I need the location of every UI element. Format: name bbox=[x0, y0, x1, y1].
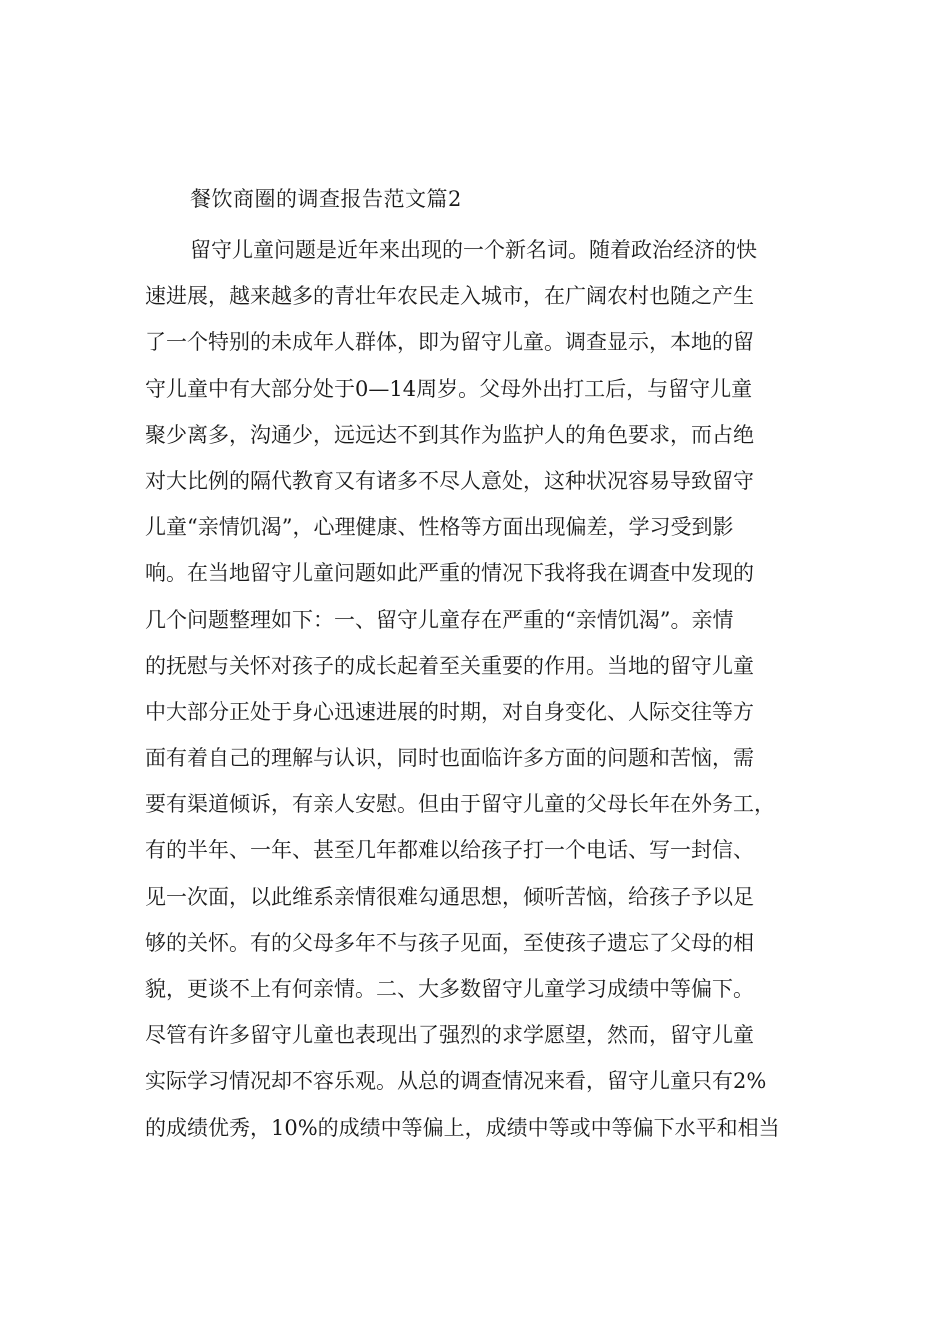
text-line: 实际学习情况却不容乐观。从总的调查情况来看，留守儿童只有2% bbox=[145, 1069, 767, 1094]
text-line: 要有渠道倾诉，有亲人安慰。但由于留守儿童的父母长年在外务工， bbox=[145, 792, 775, 817]
document-title: 餐饮商圈的调查报告范文篇2 bbox=[190, 187, 462, 211]
text-line: 尽管有许多留守儿童也表现出了强烈的求学愿望，然而，留守儿童 bbox=[145, 1023, 754, 1048]
text-line: 的成绩优秀，10%的成绩中等偏上，成绩中等或中等偏下水平和相当 bbox=[145, 1115, 780, 1140]
text-line: 够的关怀。有的父母多年不与孩子见面，至使孩子遗忘了父母的相 bbox=[145, 930, 754, 955]
text-line: 有的半年、一年、甚至几年都难以给孩子打一个电话、写一封信、 bbox=[145, 838, 754, 863]
text-line: 留守儿童问题是近年来出现的一个新名词。随着政治经济的快 bbox=[190, 238, 757, 262]
text-line: 几个问题整理如下：一、留守儿童存在严重的“亲情饥渴”。亲情 bbox=[145, 607, 734, 632]
text-line: 了一个特别的未成年人群体，即为留守儿童。调查显示，本地的留 bbox=[145, 330, 754, 355]
text-line: 对大比例的隔代教育又有诸多不尽人意处，这种状况容易导致留守 bbox=[145, 468, 754, 493]
text-line: 响。在当地留守儿童问题如此严重的情况下我将我在调查中发现的 bbox=[145, 561, 754, 586]
text-line: 中大部分正处于身心迅速进展的时期，对自身变化、人际交往等方 bbox=[145, 699, 754, 724]
text-line: 聚少离多，沟通少，远远达不到其作为监护人的角色要求，而占绝 bbox=[145, 422, 754, 447]
text-line: 见一次面，以此维系亲情很难勾通思想，倾听苦恼，给孩子予以足 bbox=[145, 884, 754, 909]
text-line: 速进展，越来越多的青壮年农民走入城市，在广阔农村也随之产生 bbox=[145, 284, 754, 309]
text-line: 儿童“亲情饥渴”，心理健康、性格等方面出现偏差，学习受到影 bbox=[145, 515, 734, 540]
text-line: 面有着自己的理解与认识，同时也面临许多方面的问题和苦恼，需 bbox=[145, 746, 754, 771]
text-line: 守儿童中有大部分处于0—14周岁。父母外出打工后，与留守儿童 bbox=[145, 376, 753, 401]
text-line: 的抚慰与关怀对孩子的成长起着至关重要的作用。当地的留守儿童 bbox=[145, 653, 754, 678]
body-paragraph bbox=[145, 232, 825, 1156]
text-line: 貌，更谈不上有何亲情。二、大多数留守儿童学习成绩中等偏下。 bbox=[145, 977, 754, 1001]
